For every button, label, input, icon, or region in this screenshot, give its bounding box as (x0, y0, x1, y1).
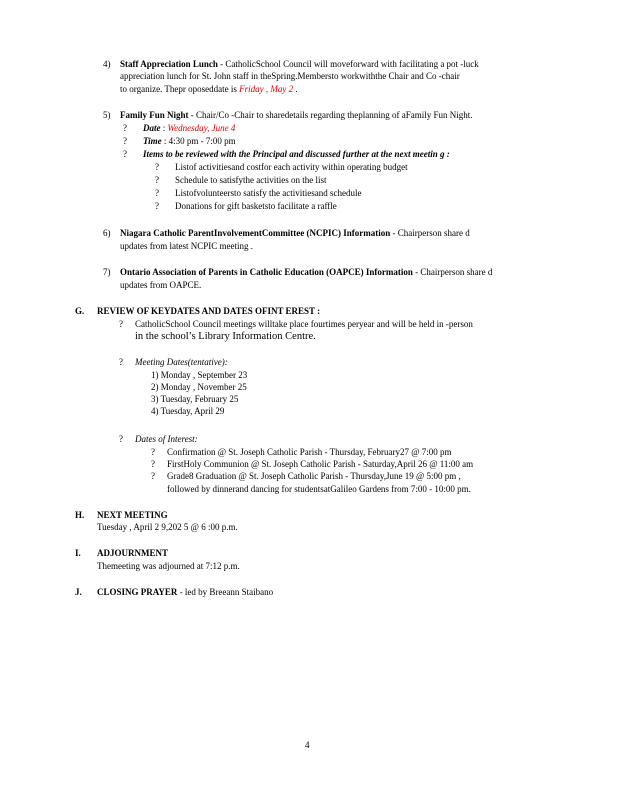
item-4-text-3-end: . (293, 84, 298, 94)
item-5-subitem (155, 201, 337, 212)
item-5-title: Family Fun Night (120, 110, 189, 120)
section-h-letter: H. (75, 510, 85, 520)
interest-item-text: Confirmation @ St. Joseph Catholic Parish - Thursday, February27 @ 7:00 pm (167, 447, 452, 457)
section-j-title: CLOSING PRAYER (97, 587, 178, 597)
item-4-number: 4) (103, 59, 111, 69)
item-4-title: Staff Appreciation Lunch (120, 59, 218, 69)
bullet-icon: ? (119, 357, 123, 367)
item-4-line-1 (120, 59, 479, 70)
item-5-subitem-text: Schedule to satisfythe activities on the list (175, 175, 327, 185)
meeting-date-item: 1) Monday , September 23 (151, 370, 248, 380)
bullet-icon: ? (119, 434, 123, 444)
item-6-title: Niagara Catholic ParentInvolvementCommittee (NCPIC) Information (120, 228, 391, 238)
council-meetings-line-1 (119, 319, 473, 330)
interest-item-text: Grade8 Graduation @ St. Joseph Catholic Parish - Thursday,June 19 @ 5:00 pm , (167, 471, 461, 481)
bullet-icon: ? (123, 149, 127, 159)
item-5-time-label: Time (143, 136, 162, 146)
section-g-title: REVIEW OF KEYDATES AND DATES OFINT EREST : (97, 306, 321, 316)
bullet-icon: ? (151, 459, 155, 469)
meeting-date-item: 4) Tuesday, April 29 (151, 406, 225, 416)
item-5-subitem-text: Donations for gift basketsto facilitate a raffle (175, 201, 337, 211)
item-5-subitem (155, 162, 408, 173)
council-meetings-text: CatholicSchool Council meetings willtake place fourtimes peryear and will be held in -person (135, 319, 473, 329)
meeting-date-item: 3) Tuesday, February 25 (151, 394, 239, 404)
item-7-line-2: updates from OAPCE. (120, 280, 202, 290)
item-7-number: 7) (103, 267, 111, 277)
interest-item-text: FirstHoly Communion @ St. Joseph Catholic Parish - Saturday,April 26 @ 11:00 am (167, 459, 474, 469)
interest-item (151, 471, 461, 482)
interest-item-continuation: followed by dinnerand dancing for studentsatGalileo Gardens from 7:00 - 10:00 pm. (167, 484, 471, 494)
next-meeting-date: Tuesday , April 2 9,202 5 @ 6 :00 p.m. (97, 522, 238, 532)
item-5-subitem (155, 175, 326, 186)
item-6-line-1 (120, 228, 470, 239)
item-4-line-3 (120, 84, 298, 95)
page-number: 4 (305, 740, 310, 750)
meeting-dates-label: Meeting Dates(tentative): (135, 357, 228, 367)
item-5-subitem (155, 188, 361, 199)
item-6-tail: - Chairperson share d (390, 228, 470, 238)
item-5-time-row (123, 136, 236, 147)
item-5-subitem-text: Listof activitiesand costfor each activity within operating budget (175, 162, 408, 172)
meeting-date-item: 2) Monday , November 25 (151, 382, 247, 392)
section-j-letter: J. (75, 587, 82, 597)
item-4-line-2: appreciation lunch for St. John staff in theSpring.Membersto workwiththe Chair and Co -chair (120, 71, 460, 81)
bullet-icon: ? (151, 471, 155, 481)
bullet-icon: ? (155, 162, 159, 172)
bullet-icon: ? (155, 188, 159, 198)
item-5-line-1 (120, 110, 472, 121)
item-5-date-row (123, 123, 235, 134)
item-7-line-1 (120, 267, 492, 278)
item-6-number: 6) (103, 228, 111, 238)
closing-prayer-text: - led by Breeann Staibano (177, 587, 274, 597)
item-4-text-1: - CatholicSchool Council will moveforward with facilitating a pot -luck (217, 59, 479, 69)
bullet-icon: ? (155, 201, 159, 211)
item-6-line-2: updates from latest NCPIC meeting . (120, 241, 253, 251)
item-4-proposed-date: Friday , May 2 (239, 84, 294, 94)
bullet-icon: ? (151, 447, 155, 457)
item-7-tail: - Chairperson share d (412, 267, 493, 277)
adjournment-text: Themeeting was adjourned at 7:12 p.m. (97, 561, 240, 571)
item-5-number: 5) (103, 110, 111, 120)
item-7-title: Ontario Association of Parents in Catholic Education (OAPCE) Information (120, 267, 413, 277)
item-5-text-1: - Chair/Co -Chair to sharedetails regarding theplanning of aFamily Fun Night. (188, 110, 473, 120)
bullet-icon: ? (119, 319, 123, 329)
item-5-date-value: Wednesday, June 4 (167, 123, 236, 133)
closing-prayer-line (97, 587, 273, 598)
section-i-letter: I. (75, 548, 81, 558)
item-5-date-sep: : (160, 123, 168, 133)
item-4-text-3: to organize. Thepr oposeddate is (120, 84, 240, 94)
item-5-review-row (123, 149, 450, 160)
item-5-time-value: : 4:30 pm - 7:00 pm (161, 136, 236, 146)
section-g-letter: G. (75, 306, 85, 316)
council-meetings-line-2: in the school’s Library Information Centre. (135, 331, 316, 342)
meeting-dates-heading (119, 357, 228, 368)
section-i-title: ADJOURNMENT (97, 548, 168, 558)
section-h-title: NEXT MEETING (97, 510, 168, 520)
interest-item (151, 459, 473, 470)
bullet-icon: ? (123, 123, 127, 133)
bullet-icon: ? (155, 175, 159, 185)
dates-of-interest-heading (119, 434, 198, 445)
item-5-date-label: Date (143, 123, 161, 133)
item-5-subitem-text: Listofvolunteersto satisfy the activitiesand schedule (175, 188, 362, 198)
dates-of-interest-label: Dates of Interest: (135, 434, 198, 444)
bullet-icon: ? (123, 136, 127, 146)
interest-item (151, 447, 452, 458)
item-5-review-label: Items to be reviewed with the Principal and discussed further at the next meetin g : (143, 149, 450, 159)
